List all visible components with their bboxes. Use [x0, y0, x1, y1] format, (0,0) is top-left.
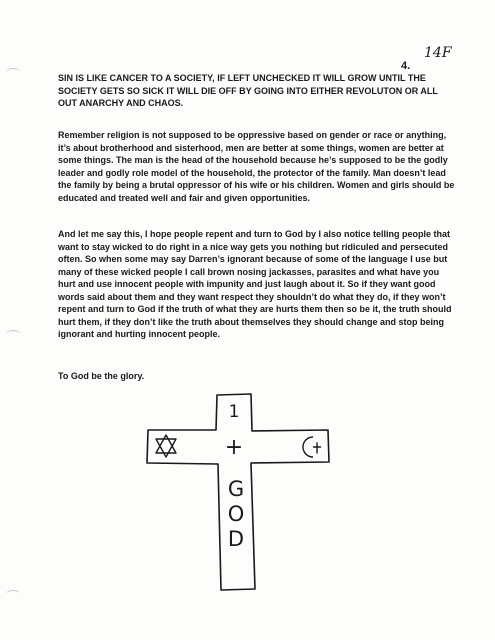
closing-line: To God be the glory.: [58, 371, 145, 381]
heading: SIN IS LIKE CANCER TO A SOCIETY, IF LEFT UNCHECKED IT WILL GROW UNTIL THE SOCIETY GETS SO SICK IT WILL DIE OFF BY GOING INTO EITHER REVOLUTON OR ALL OUT ANARCHY AND CHAOS.: [58, 73, 438, 108]
punch-hole: [6, 68, 20, 76]
punch-hole: [6, 330, 20, 338]
crescent-and-cross-icon: [303, 437, 321, 457]
handwritten-page-note: 14F: [424, 45, 452, 61]
cross-drawing: [145, 393, 345, 593]
punch-hole: [6, 590, 20, 598]
god-letter-o: O: [227, 502, 245, 526]
cross-center-symbol: +: [224, 435, 244, 460]
page-number: 4.: [401, 60, 411, 72]
god-letter-d: D: [227, 527, 245, 551]
god-letter-g: G: [227, 477, 245, 501]
paragraph: And let me say this, I hope people repent and turn to God by I also notice telling people that want to stay wicked to do right in a nice way gets you nothing but ridiculed and persecuted often. So when some may say Darren’s ignorant because of some of the language I use but many of these wicked people I call brown nosing jackasses, parasites and what have you hurt and use innocent people with impunity and just laugh about it. So if they want good words said about them and they want respect they shouldn’t do what they do, if they won’t repent and turn to God if the truth of what they are hurts them then so be it, the truth should hurt them, if they don’t like the truth about themselves they should change and stop being ignorant and hurting innocent people.: [58, 229, 452, 339]
paragraph: Remember religion is not supposed to be oppressive based on gender or race or anything, it’s about brotherhood and sisterhood, men are better at some things, women are better at some things. The man is the head of the household because he’s supposed to be the godly leader and godly role model of the household, the protector of the family. Man doesn’t lead the family by being a brutal oppressor of his wife or his children. Women and girls should be educated and treated well and fair and given opportunities.: [58, 130, 455, 203]
cross-top-number: 1: [228, 402, 240, 422]
star-of-david-icon: [156, 435, 176, 457]
